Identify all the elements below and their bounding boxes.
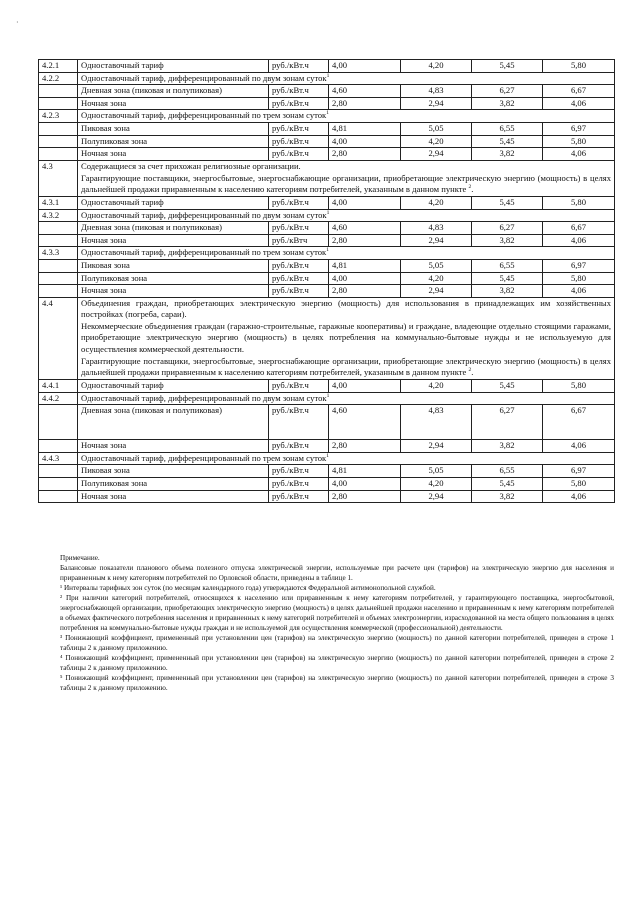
row-code: 4.4.1 [39,380,78,393]
row-label: Пиковая зона [78,122,269,135]
row-value-v4: 4,06 [543,97,615,110]
row-code: 4.4.3 [39,452,78,465]
row-text-block [78,297,615,379]
paragraph-text: Содержащиеся за счет прихожан религиозные организации. [81,160,301,171]
group-header-label: Одноставочный тариф, дифференцированный по трем зонам суток [81,110,327,121]
row-unit: руб./кВт.ч [269,405,329,440]
row-value-v2: 4,83 [401,222,472,235]
row-group-header [78,392,615,405]
note-item: ² При наличии категорий потребителей, относящихся к населению или приравненным к нему категориям потребителей, у гарантирующего поставщика, энергосбытовой, энергоснабжающей организации, приобретающих электрическую энергию (мощность) в целях дальнейшей продажи населению и приравненным к нему категориям потребителей в объемах фактического потребления населения и приравненных к нему категорий потребителей и объемах электроэнергии, израсходованной на места общего пользования в целях потребления на коммунально-бытовые нужды граждан и не используемой для осуществления коммерческой (профессиональной) деятельности. [60,594,614,632]
row-value-v1: 2,80 [329,97,401,110]
group-header-label: Одноставочный тариф, дифференцированный по двум зонам суток [81,72,327,83]
row-value-v2: 4,20 [401,272,472,285]
row-value-v3: 6,55 [472,259,543,272]
row-value-v2: 5,05 [401,465,472,478]
row-value-v3: 3,82 [472,234,543,247]
table-row [39,122,615,135]
row-text-block [78,160,615,196]
row-group-header [78,247,615,260]
row-value-v1: 4,00 [329,60,401,73]
row-code [39,122,78,135]
row-value-v2: 4,83 [401,405,472,440]
row-label: Полупиковая зона [78,272,269,285]
table-row [39,60,615,73]
row-code: 4.3.1 [39,196,78,209]
row-value-v2: 4,20 [401,60,472,73]
paragraph-text: Объединения граждан, приобретающих электрическую энергию (мощность) для использования в принадлежащих им хозяйственных постройках (погреба, сараи). [81,297,611,320]
row-label: Ночная зона [78,148,269,161]
row-value-v3: 5,45 [472,196,543,209]
row-value-v3: 5,45 [472,135,543,148]
table-row [39,490,615,503]
row-label: Ночная зона [78,490,269,503]
row-value-v1: 4,60 [329,405,401,440]
row-value-v3: 3,82 [472,148,543,161]
row-value-v1: 4,00 [329,196,401,209]
row-value-v3: 6,55 [472,465,543,478]
table-row [39,285,615,298]
row-value-v2: 2,94 [401,97,472,110]
group-header-label: Одноставочный тариф, дифференцированный по двум зонам суток [81,392,327,403]
row-unit: руб./кВт.ч [269,490,329,503]
row-code [39,97,78,110]
row-group-header [78,209,615,222]
table-row [39,135,615,148]
row-code [39,478,78,491]
row-unit: руб./кВт.ч [269,60,329,73]
row-code: 4.3.2 [39,209,78,222]
row-value-v4: 5,80 [543,380,615,393]
row-value-v1: 2,80 [329,148,401,161]
row-group-header [78,72,615,85]
row-value-v2: 4,20 [401,135,472,148]
note-item: Балансовые показатели планового объема полезного отпуска электрической энергии, используемые при расчете цен (тарифов) на электрическую энергию для населения и приравненным к нему категориям потребителей по Орловской области, приведены в таблице 1. [60,564,614,582]
row-label: Ночная зона [78,97,269,110]
table-row [39,259,615,272]
table-row [39,160,615,196]
note-item: ⁵ Понижающий коэффициент, примененный при установлении цен (тарифов) на электрическую энергию (мощность) по данной категории потребителей, приведен в строке 3 таблицы 2 к данному приложению. [60,674,614,692]
table-row [39,72,615,85]
row-value-v4: 5,80 [543,196,615,209]
row-code: 4.4.2 [39,392,78,405]
row-unit: руб./кВт.ч [269,222,329,235]
row-unit: руб./кВт.ч [269,465,329,478]
row-label: Ночная зона [78,285,269,298]
row-code [39,440,78,453]
table-row [39,209,615,222]
row-value-v1: 2,80 [329,234,401,247]
table-row [39,405,615,440]
row-code: 4.2.1 [39,60,78,73]
paragraph-text: Гарантирующие поставщики, энергосбытовые, энергоснабжающие организации, приобретающие электрическую энергию (мощность) в целях дальнейшей продажи приравненным к населению категориям потребителей, указанным в данном пункте [81,172,611,195]
row-label: Дневная зона (пиковая и полупиковая) [78,85,269,98]
table-row [39,110,615,123]
notes-section [60,553,614,693]
note-item: ³ Понижающий коэффициент, примененный при установлении цен (тарифов) на электрическую энергию (мощность) по данной категории потребителей, приведен в строке 1 таблицы 2 к данному приложению. [60,634,614,652]
row-value-v2: 2,94 [401,490,472,503]
row-code: 4.3 [39,160,78,196]
row-value-v1: 2,80 [329,490,401,503]
row-value-v3: 3,82 [472,440,543,453]
footnote-ref: 1 [326,209,330,216]
row-label: Пиковая зона [78,465,269,478]
row-unit: руб./кВт.ч [269,85,329,98]
row-value-v3: 6,27 [472,222,543,235]
row-value-v2: 2,94 [401,148,472,161]
group-header-label: Одноставочный тариф, дифференцированный по двум зонам суток [81,209,327,220]
table-row [39,380,615,393]
row-label: Полупиковая зона [78,135,269,148]
row-value-v2: 2,94 [401,234,472,247]
row-value-v3: 3,82 [472,285,543,298]
note-item: ¹ Интервалы тарифных зон суток (по месяцам календарного года) утверждаются Федеральной антимонопольной службой. [60,584,436,592]
row-value-v1: 4,81 [329,465,401,478]
row-label: Пиковая зона [78,259,269,272]
row-unit: руб./кВтч [269,234,329,247]
row-value-v3: 3,82 [472,97,543,110]
row-value-v3: 6,27 [472,85,543,98]
row-code [39,234,78,247]
row-value-v4: 5,80 [543,135,615,148]
table-row [39,452,615,465]
row-value-v2: 5,05 [401,122,472,135]
row-value-v4: 6,67 [543,222,615,235]
row-unit: руб./кВт.ч [269,97,329,110]
row-unit: руб./кВт.ч [269,122,329,135]
row-value-v4: 4,06 [543,285,615,298]
row-code: 4.4 [39,297,78,379]
table-row [39,222,615,235]
table-row [39,247,615,260]
row-label: Одноставочный тариф [78,380,269,393]
row-value-v4: 4,06 [543,440,615,453]
paragraph-text: Гарантирующие поставщики, энергосбытовые, энергоснабжающие организации, приобретающие электрическую энергию (мощность) в целях дальнейшей продажи приравненным к населению категориям потребителей, указанным в данном пункте [81,355,611,378]
row-value-v4: 5,80 [543,478,615,491]
row-value-v2: 2,94 [401,440,472,453]
row-value-v4: 6,67 [543,405,615,440]
row-value-v1: 4,00 [329,135,401,148]
text-paragraph [81,321,611,355]
row-value-v1: 4,81 [329,259,401,272]
row-value-v3: 5,45 [472,478,543,491]
row-label: Ночная зона [78,234,269,247]
text-paragraph [81,161,611,172]
row-label: Дневная зона (пиковая и полупиковая) [78,405,269,440]
row-value-v2: 4,20 [401,380,472,393]
text-paragraph: Гарантирующие поставщики, энергосбытовые, энергоснабжающие организации, приобретающие электрическую энергию (мощность) в целях дальнейшей продажи приравненным к населению категориям потребителей, указанным в данном пункте $^2$. [81,172,611,195]
row-code [39,222,78,235]
table-row [39,440,615,453]
row-label: Ночная зона [78,440,269,453]
row-code: 4.2.2 [39,72,78,85]
footnote-ref: 1 [326,247,329,254]
row-code [39,148,78,161]
row-value-v2: 4,83 [401,85,472,98]
footnote-ref: 1 [326,392,330,399]
row-value-v4: 6,97 [543,122,615,135]
footnote-ref: 1 [326,72,330,79]
table-row [39,85,615,98]
row-code [39,465,78,478]
row-value-v3: 5,45 [472,60,543,73]
row-code [39,285,78,298]
row-value-v1: 4,00 [329,380,401,393]
row-label: Полупиковая зона [78,478,269,491]
row-value-v1: 2,80 [329,440,401,453]
row-value-v3: 5,45 [472,380,543,393]
row-code [39,490,78,503]
row-unit: руб./кВт.ч [269,285,329,298]
row-value-v1: 4,60 [329,222,401,235]
tariff-table [38,59,615,503]
row-code [39,85,78,98]
table-row [39,392,615,405]
row-unit: руб./кВт.ч [269,259,329,272]
row-unit: руб./кВт.ч [269,478,329,491]
footnote-ref: 1 [326,110,329,117]
row-group-header [78,110,615,123]
row-label: Одноставочный тариф [78,196,269,209]
row-value-v1: 4,60 [329,85,401,98]
table-row [39,148,615,161]
row-value-v4: 5,80 [543,272,615,285]
row-unit: руб./кВт.ч [269,440,329,453]
row-unit: руб./кВт.ч [269,272,329,285]
row-value-v3: 5,45 [472,272,543,285]
row-unit: руб./кВт.ч [269,196,329,209]
row-unit: руб./кВт.ч [269,380,329,393]
footnote-ref: 1 [326,452,329,459]
table-row [39,97,615,110]
row-value-v2: 4,20 [401,196,472,209]
table-row [39,465,615,478]
row-value-v4: 6,97 [543,259,615,272]
row-code [39,135,78,148]
row-label: Дневная зона (пиковая и полупиковая) [78,222,269,235]
notes-title: Примечание. [60,554,100,562]
table-row [39,196,615,209]
table-row [39,297,615,379]
note-item: ⁴ Понижающий коэффициент, примененный при установлении цен (тарифов) на электрическую энергию (мощность) по данной категории потребителей, приведен в строке 2 таблицы 2 к данному приложению. [60,654,614,672]
table-row [39,234,615,247]
footnote-ref: 2 [468,367,472,374]
row-value-v1: 2,80 [329,285,401,298]
row-value-v1: 4,00 [329,478,401,491]
footnote-ref: 2 [468,184,472,191]
row-value-v4: 6,67 [543,85,615,98]
row-value-v2: 4,20 [401,478,472,491]
scan-mark: · [16,18,19,27]
row-code [39,259,78,272]
row-value-v3: 6,55 [472,122,543,135]
row-group-header [78,452,615,465]
row-value-v1: 4,81 [329,122,401,135]
row-unit: руб./кВт.ч [269,135,329,148]
table-row [39,272,615,285]
group-header-label: Одноставочный тариф, дифференцированный по трем зонам суток [81,247,327,258]
row-code: 4.2.3 [39,110,78,123]
row-value-v4: 4,06 [543,148,615,161]
row-value-v2: 2,94 [401,285,472,298]
group-header-label: Одноставочный тариф, дифференцированный по трем зонам суток [81,452,327,463]
row-code [39,405,78,440]
row-value-v3: 3,82 [472,490,543,503]
row-label: Одноставочный тариф [78,60,269,73]
row-value-v1: 4,00 [329,272,401,285]
paragraph-text: Некоммерческие объединения граждан (гаражно-строительные, гаражные кооперативы) и граждане, владеющие отдельно стоящими гаражами, приобретающие электрическую энергию (мощность) в целях потребления на коммунально-бытовые нужды и не используемую для осуществления коммерческой деятельности. [81,321,611,354]
text-paragraph [81,298,611,321]
table-row [39,478,615,491]
row-value-v3: 6,27 [472,405,543,440]
row-value-v4: 4,06 [543,234,615,247]
row-code: 4.3.3 [39,247,78,260]
row-value-v2: 5,05 [401,259,472,272]
row-unit: руб./кВт.ч [269,148,329,161]
row-value-v4: 5,80 [543,60,615,73]
row-code [39,272,78,285]
row-value-v4: 6,97 [543,465,615,478]
row-value-v4: 4,06 [543,490,615,503]
text-paragraph: Гарантирующие поставщики, энергосбытовые, энергоснабжающие организации, приобретающие электрическую энергию (мощность) в целях дальнейшей продажи приравненным к населению категориям потребителей, указанным в данном пункте $^2$. [81,355,611,378]
